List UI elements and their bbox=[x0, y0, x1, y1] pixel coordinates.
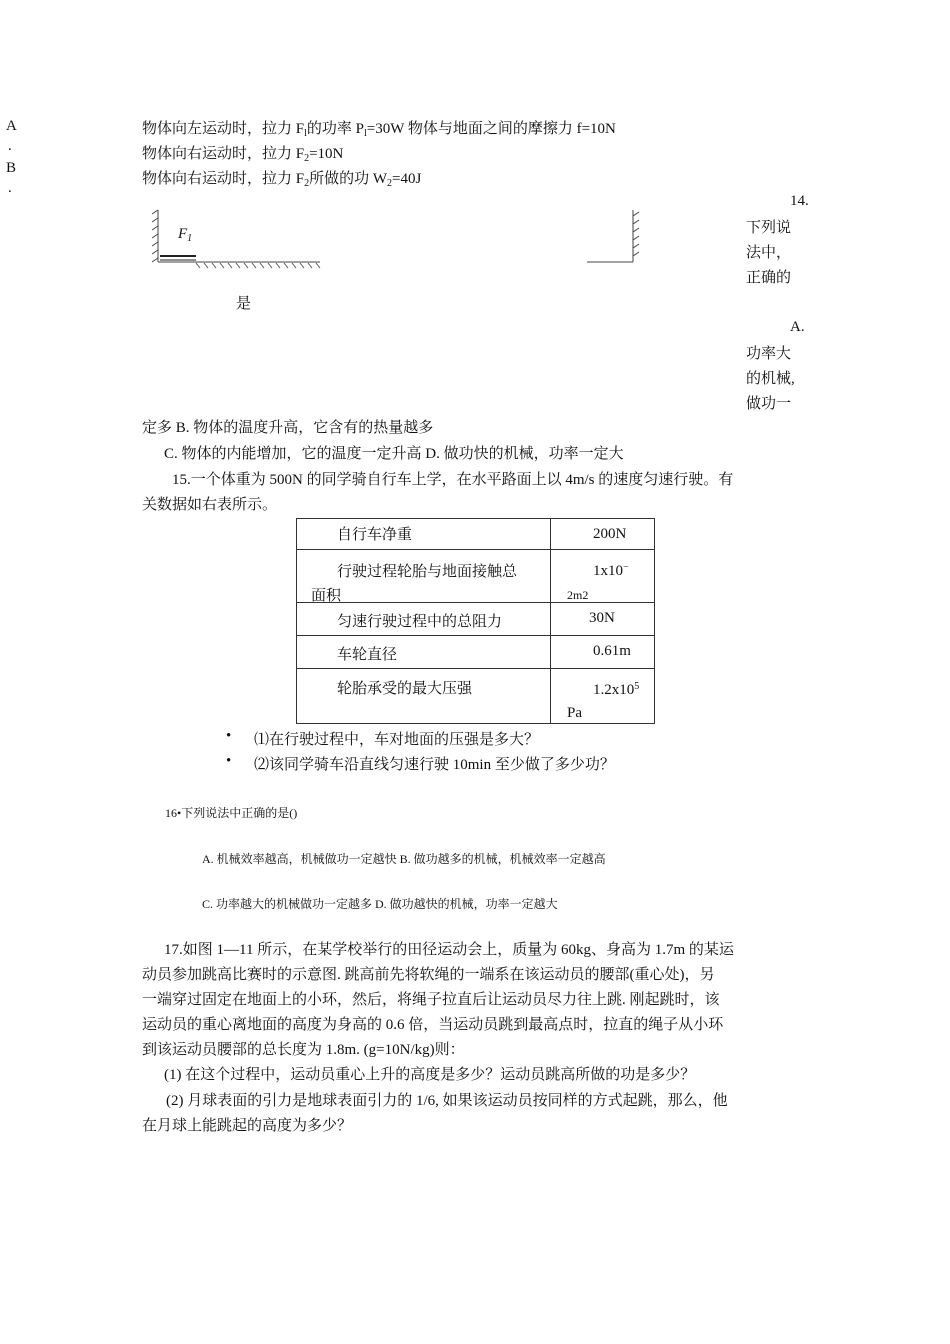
margin-dot: . bbox=[8, 180, 12, 196]
table-cell: $1.2x10^5$ bbox=[593, 681, 640, 698]
table-cell: 行驶过程轮胎与地面接触总 bbox=[337, 564, 518, 580]
table-cell: Pa bbox=[567, 705, 582, 721]
q14-option-a-text: 功率大 bbox=[746, 346, 792, 362]
table-row bbox=[297, 550, 655, 603]
q14-text-shi: 是 bbox=[236, 296, 252, 312]
q15-subquestion-2: ⑵该同学骑车沿直线匀速行驶 10min 至少做了多少功？ bbox=[254, 757, 615, 773]
q17-stem-line: 一端穿过固定在地面上的小环，然后，将绳子拉直后让运动员尽力往上跳. 刚起跳时，该 bbox=[142, 992, 720, 1008]
q14-option-b: 定多 B. 物体的温度升高，它含有的热量越多 bbox=[142, 420, 434, 436]
table-cell: 200N bbox=[593, 526, 627, 542]
bullet: • bbox=[226, 753, 232, 769]
table-row bbox=[297, 669, 655, 724]
margin-dot: . bbox=[8, 138, 12, 154]
q14-text: 法中， bbox=[746, 245, 792, 261]
q16-options-ab: A. 机械效率越高，机械做功一定越快 B. 做功越多的机械，机械效率一定越高 bbox=[202, 852, 606, 866]
q17-stem-line: 动员参加跳高比赛时的示意图. 跳高前先将软绳的一端系在该运动员的腰部(重心处)，另 bbox=[142, 967, 715, 983]
table-row bbox=[297, 603, 655, 636]
option-line-3: 物体向右运动时，拉力 $F_2$所做的功 $W_2=40J$ bbox=[142, 171, 422, 189]
table-cell: 轮胎承受的最大压强 bbox=[337, 681, 473, 697]
option-line-2: 物体向右运动时，拉力 $F_2=10N$ bbox=[142, 146, 344, 164]
q14-text: 正确的 bbox=[746, 270, 792, 286]
margin-label-b: B bbox=[6, 160, 17, 176]
q16-title: 16•下列说法中正确的是() bbox=[165, 806, 298, 820]
q17-subquestion-1: (1) 在这个过程中，运动员重心上升的高度是多少？运动员跳高所做的功是多少？ bbox=[164, 1067, 696, 1083]
force-label: $F_1$ bbox=[178, 226, 193, 244]
margin-label-a: A bbox=[6, 118, 17, 134]
table-cell: 2m2 bbox=[567, 588, 589, 602]
q14-option-cd: C. 物体的内能增加，它的温度一定升高 D. 做功快的机械，功率一定大 bbox=[164, 446, 624, 462]
q14-text: 下列说 bbox=[746, 220, 792, 236]
table-cell: 30N bbox=[589, 610, 615, 626]
force-diagram bbox=[150, 206, 330, 270]
q14-option-a-text: 的机械, bbox=[746, 371, 795, 387]
q17-subquestion-2-cont: 在月球上能跳起的高度为多少？ bbox=[142, 1118, 353, 1134]
table-cell: 面积 bbox=[311, 588, 342, 604]
bicycle-data-table bbox=[296, 518, 655, 724]
q15-subquestion-1: ⑴在行驶过程中，车对地面的压强是多大？ bbox=[254, 732, 540, 748]
q14-number: 14. bbox=[790, 193, 809, 209]
q17-stem-line: 17.如图 1—11 所示，在某学校举行的田径运动会上，质量为 60kg、身高为 1.7m 的某运 bbox=[164, 942, 734, 958]
q14-option-a-label: A. bbox=[790, 319, 805, 335]
q15-stem-line-2: 关数据如右表所示。 bbox=[142, 497, 278, 513]
table-cell: 1x10− bbox=[593, 562, 629, 579]
q14-option-a-text: 做功一 bbox=[746, 396, 792, 412]
bullet: • bbox=[226, 728, 232, 744]
q17-stem-line: 运动员的重心离地面的高度为身高的 0.6 倍，当运动员跳到最高点时，拉直的绳子从小环 bbox=[142, 1017, 724, 1033]
option-line-1: 物体向左运动时，拉力 $F_l$的功率 $P_l=30W$ 物体与地面之间的摩擦力 f=10N bbox=[142, 121, 616, 139]
table-row bbox=[297, 636, 655, 669]
q15-stem-line-1: 15.一个体重为 500N 的同学骑自行车上学，在水平路面上以 4m/s 的速度匀速行驶。有 bbox=[172, 472, 734, 488]
table-cell: 车轮直径 bbox=[337, 647, 398, 663]
q17-stem-line: 到该运动员腰部的总长度为 1.8m. (g=10N/kg)则： bbox=[142, 1042, 465, 1058]
wall-diagram bbox=[585, 208, 645, 268]
table-cell: 自行车净重 bbox=[337, 527, 413, 543]
q16-options-cd: C. 功率越大的机械做功一定越多 D. 做功越快的机械，功率一定越大 bbox=[202, 897, 558, 911]
table-row bbox=[297, 519, 655, 550]
table-cell: 匀速行驶过程中的总阻力 bbox=[337, 614, 503, 630]
table-cell: 0.61m bbox=[593, 643, 631, 659]
q17-subquestion-2: (2) 月球表面的引力是地球表面引力的 1/6, 如果该运动员按同样的方式起跳，那么，他 bbox=[166, 1093, 728, 1109]
